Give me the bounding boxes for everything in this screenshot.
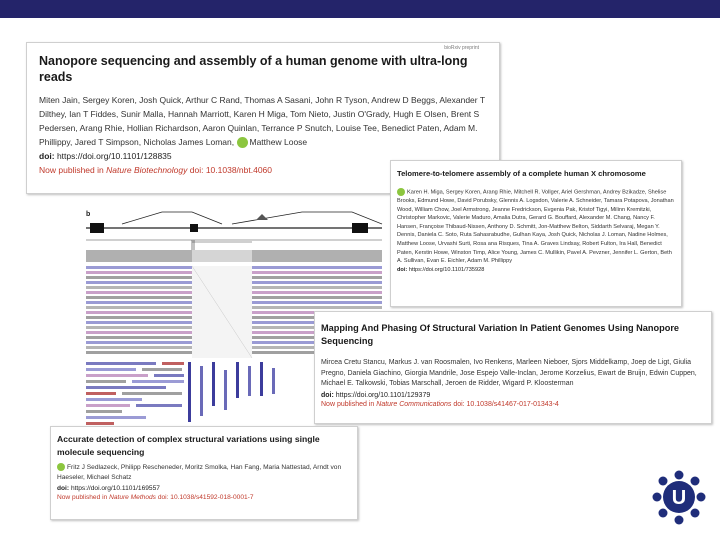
paper-title[interactable]: Accurate detection of complex structural variations using single molecule sequencing [57,434,320,457]
journal-name: Nature Biotechnology [106,165,188,175]
split-reads [86,362,275,425]
paper-card-telomere-x-chromosome [390,160,682,307]
published-in [321,401,711,408]
paper-title[interactable]: Nanopore sequencing and assembly of a human genome with ultra-long reads [39,54,468,84]
paper-title[interactable]: Mapping And Phasing Of Structural Variation In Patient Genomes Using Nanopore Sequencing [321,323,680,346]
university-logo [650,468,708,528]
locus-structure [86,212,382,250]
journal-name: Nature Methods [109,494,156,501]
author-list: Mircea Cretu Stancu, Markus J. van Roosmalen, Ivo Renkens, Marleen Nieboer, Sjors Middelkamp, Joep de Ligt, Giulia Pregno, Daniela Giachino, Giorgia Mandrile, Jose Espejo Valle-Inclan, Jerome Korzelius, Ewart de Bruijn, Edwin Cuppen, Michael E. Talkowski, Tobias Marschall, Jeroen de Ridder, Wigard P. Kloosterman [321,359,697,387]
published-doi-link[interactable]: doi: 10.1038/s41592-018-0001-7 [157,494,254,501]
orcid-author: Fritz J Sedlazeck [67,464,118,471]
doi-line [397,267,681,273]
published-prefix: Now published in [57,494,108,501]
orcid-icon[interactable] [57,463,65,471]
doi-link[interactable]: https://doi.org/10.1101/128835 [56,151,172,161]
logo-letter: U [671,487,687,509]
published-doi-link[interactable]: doi: 10.1038/s41467-017-01343-4 [453,400,559,408]
orcid-icon[interactable] [237,137,248,148]
paper-card-complex-sv-detection [50,426,358,520]
doi-link[interactable]: https://doi.org/10.1101/735928 [408,266,485,273]
paper-title[interactable]: Telomere-to-telomere assembly of a complete human X chromosome [397,169,646,178]
top-bar [0,0,720,18]
doi-link[interactable]: https://doi.org/10.1101/169557 [70,485,160,492]
author-list [397,188,677,266]
paper-card-structural-variation [314,311,712,424]
orcid-icon[interactable] [397,188,405,196]
journal-name: Nature Communications [376,400,452,408]
author-list [57,463,347,483]
author-names: , Philipp Rescheneder, Moritz Smolka, Han Fang, Maria Nattestad, Arndt von Haeseler, Michael Schatz [57,464,342,481]
doi-line [57,485,357,492]
doi-label: doi: [397,266,408,273]
published-prefix: Now published in [39,165,104,175]
doi-line [321,392,711,399]
published-prefix: Now published in [321,400,375,408]
author-names: Miten Jain, Sergey Koren, Josh Quick, Arthur C Rand, Thomas A Sasani, John R Tyson, Andrew D Beggs, Alexander T Dilthey, Ian T Fiddes, Sunir Malla, Hannah Marriott, Karen H Miga, Tom Nieto, Justin O'Grady, Hugh E Olsen, Brent S Pedersen, Arang Rhie, Hollian Richardson, Aaron Quinlan, Terrance P Snutch, Louise Tee, Benedict Paten, Adam M. Phillippy, Jared T Simpson, Nicholas James Loman, [39,95,485,147]
doi-link[interactable]: https://doi.org/10.1101/129379 [335,391,431,399]
orcid-author: Matthew Loose [249,137,308,147]
doi-label: doi: [321,391,334,399]
doi-label: doi: [57,485,70,492]
published-in [57,494,357,501]
doi-label: doi: [39,151,55,161]
published-doi-link[interactable]: doi: 10.1038/nbt.4060 [189,165,273,175]
author-names: Karen H. Miga, Sergey Koren, Arang Rhie, Mitchell R. Vollger, Ariel Gershman, Andrey Bzikadze, Shelise Brooks, Edmund Howe, David Porubsky, Glennis A. Logsdon, Valerie A. Schneider, Tamara Potapova, Jonathan Wood, William Chow, Joel Armstrong, Jeanne Fredrickson, Evgenia Pak, Kristof Tigyi, Milinn Kremitzki, Christopher Markovic, Valerie Maduro, Amalia Dutra, Gerard G. Bouffard, Alexander M. Chang, Nancy F. Hansen, Françoise Thibaud-Nissen, Anthony D. Schmitt, Jon-Matthew Belton, Siddarth Selvaraj, Megan Y. Dennis, Daniela C. Soto, Ruta Sahasrabudhe, Gulhan Kaya, Josh Quick, Nicholas J. Loman, Nadine Holmes, Matthew Loose, Urvashi Surti, Rosa ana Risques, Tina A. Graves Lindsay, Robert Fulton, Ira Hall, Benedict Paten, Kerstin Howe, Winston Timp, Alice Young, James C. Mullikin, Pavel A. Pevzner, Jennifer L. Gerton, Beth A. Sullivan, Evan E. Eichler, Adam M. Phillippy [397,189,674,265]
coverage-track [86,250,382,262]
author-list [39,93,489,149]
preprint-tag: bioRxiv preprint [444,45,479,51]
figure-panel-label: b [86,211,91,218]
